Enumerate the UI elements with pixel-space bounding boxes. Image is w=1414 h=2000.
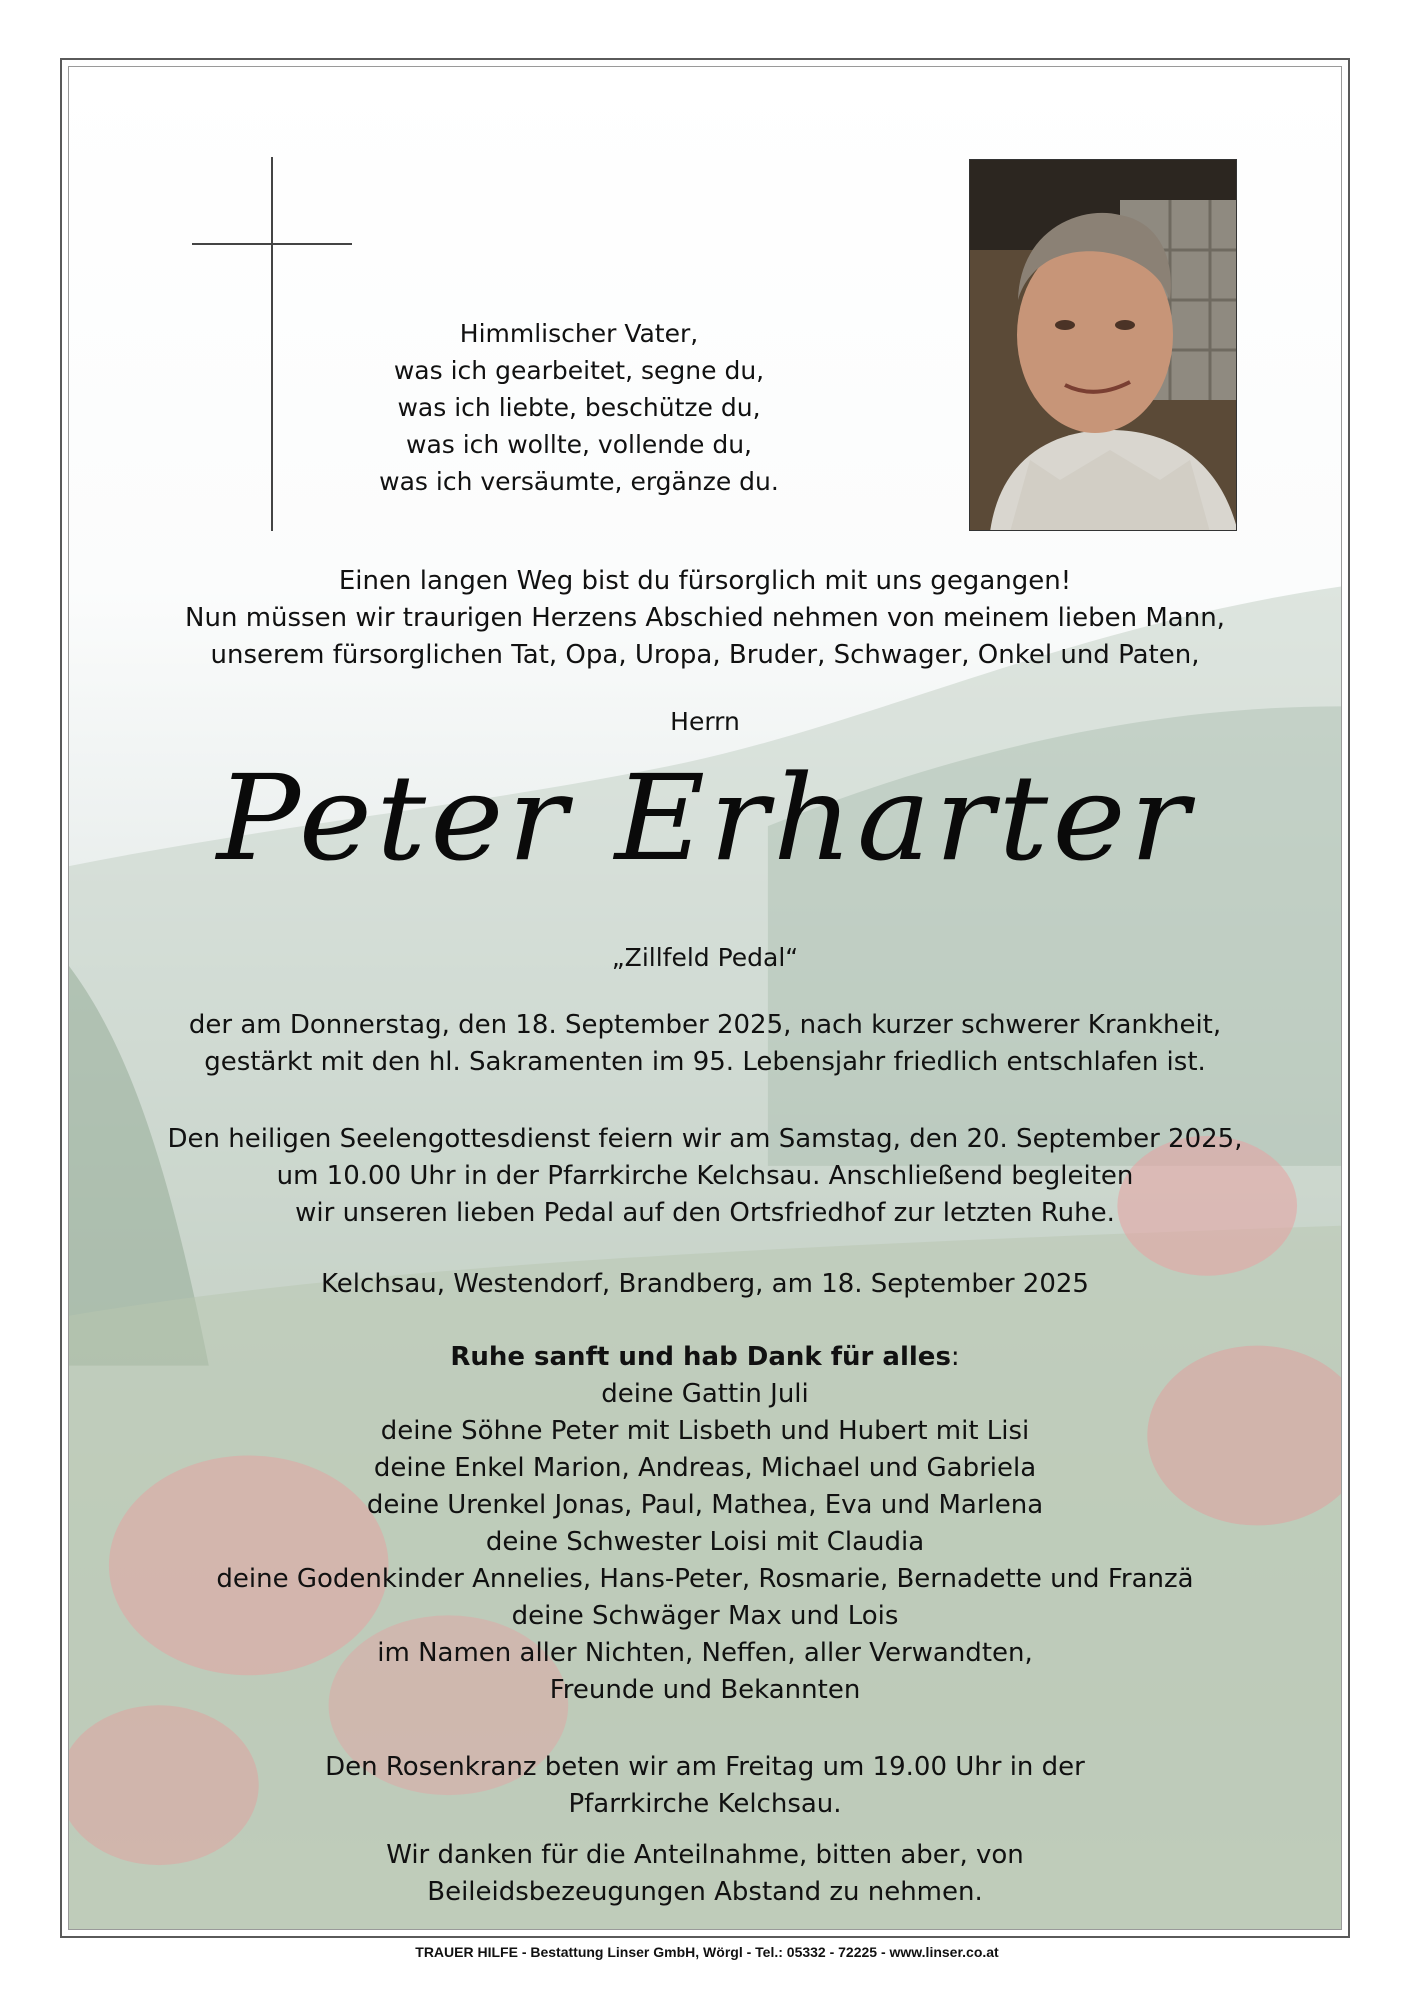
mourner-line: deine Enkel Marion, Andreas, Michael und Gabriela <box>373 1453 1037 1483</box>
death-announcement <box>69 1007 1341 1081</box>
mourner-line: deine Schwester Loisi mit Claudia <box>485 1527 925 1557</box>
portrait-photo <box>969 159 1237 531</box>
service-line: Den heiligen Seelengottesdienst feiern wir am Samstag, den 20. September 2025, <box>167 1124 1243 1154</box>
mourner-line: deine Godenkinder Annelies, Hans-Peter, Rosmarie, Bernadette und Franzä <box>216 1564 1194 1594</box>
mourner-line: Freunde und Bekannten <box>549 1675 861 1705</box>
footer-undertaker: TRAUER HILFE - Bestattung Linser GmbH, Wörgl - Tel.: 05332 - 72225 - www.linser.co.at <box>415 1944 999 1960</box>
intro-line: unserem fürsorglichen Tat, Opa, Uropa, Bruder, Schwager, Onkel und Paten, <box>210 640 1200 670</box>
notice-panel <box>68 66 1342 1930</box>
thanks-line: Beileidsbezeugungen Abstand zu nehmen. <box>427 1877 983 1907</box>
mourner-line: deine Schwäger Max und Lois <box>511 1601 899 1631</box>
mourner-line: deine Gattin Juli <box>601 1379 809 1409</box>
verse-line: Himmlischer Vater, <box>459 319 699 348</box>
death-line: der am Donnerstag, den 18. September 2025, nach kurzer schwerer Krankheit, <box>188 1010 1222 1040</box>
thanks-note <box>69 1837 1341 1911</box>
intro-line: Nun müssen wir traurigen Herzens Abschied nehmen von meinem lieben Mann, <box>185 603 1225 633</box>
thanks-line: Wir danken für die Anteilnahme, bitten aber, von <box>386 1840 1024 1870</box>
funeral-service-info <box>69 1121 1341 1232</box>
verse-line: was ich versäumte, ergänze du. <box>379 467 779 496</box>
intro-block <box>69 563 1341 674</box>
verse-line: was ich liebte, beschütze du, <box>397 393 761 422</box>
mourners-heading-colon: : <box>950 1342 960 1372</box>
service-line: um 10.00 Uhr in der Pfarrkirche Kelchsau. Anschließend begleiten <box>276 1161 1134 1191</box>
rosary-info <box>69 1749 1341 1823</box>
death-line: gestärkt mit den hl. Sakramenten im 95. Lebensjahr friedlich entschlafen ist. <box>204 1047 1206 1077</box>
verse-line: was ich wollte, vollende du, <box>406 430 752 459</box>
nickname: „Zillfeld Pedal“ <box>611 943 799 972</box>
rosary-line: Den Rosenkranz beten wir am Freitag um 19.00 Uhr in der <box>325 1752 1085 1782</box>
service-line: wir unseren lieben Pedal auf den Ortsfriedhof zur letzten Ruhe. <box>295 1198 1115 1228</box>
mourner-line: im Namen aller Nichten, Neffen, aller Verwandten, <box>377 1638 1033 1668</box>
mourners-list <box>69 1339 1341 1709</box>
mourner-line: deine Söhne Peter mit Lisbeth und Hubert mit Lisi <box>380 1416 1030 1446</box>
verse-line: was ich gearbeitet, segne du, <box>393 356 765 385</box>
deceased-name: Peter Erharter <box>216 749 1194 887</box>
intro-line: Einen langen Weg bist du fürsorglich mit uns gegangen! <box>338 566 1072 596</box>
place-date: Kelchsau, Westendorf, Brandberg, am 18. September 2025 <box>321 1269 1089 1299</box>
rosary-line: Pfarrkirche Kelchsau. <box>568 1789 842 1819</box>
mourners-heading: Ruhe sanft und hab Dank für alles <box>450 1342 951 1372</box>
cross-icon-bar <box>192 243 352 245</box>
verse-block <box>229 315 929 500</box>
salutation: Herrn <box>670 707 740 736</box>
mourner-line: deine Urenkel Jonas, Paul, Mathea, Eva und Marlena <box>366 1490 1044 1520</box>
